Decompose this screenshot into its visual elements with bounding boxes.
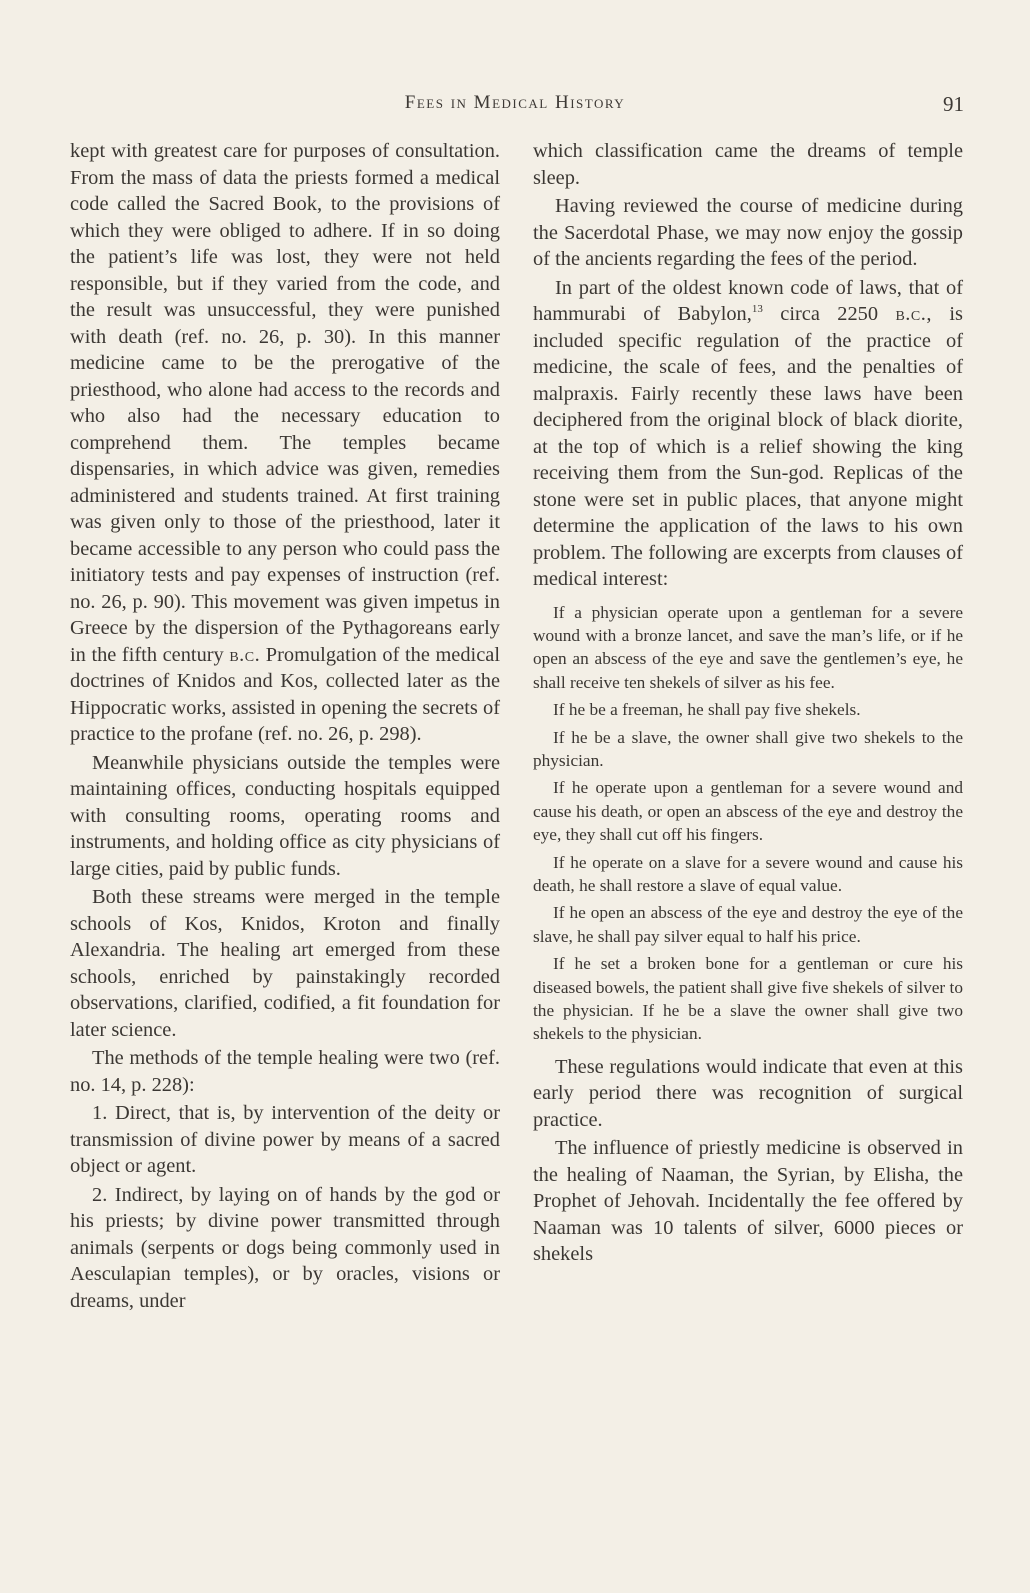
excerpt-clause: If he be a slave, the owner shall give two shekels to the physician.: [533, 727, 963, 770]
excerpt-clause: If he operate upon a gentleman for a severe wound and cause his death, or open an abscess of the eye and destroy the eye, they shall cut off his fingers.: [533, 778, 963, 845]
left-paragraph-2: Meanwhile physicians outside the temples were maintaining offices, conducting hospitals equipped with consulting rooms, operating rooms and instruments, and holding office as city physicians of large cities, paid by public funds.: [70, 751, 500, 880]
right-paragraph-5: The influence of priestly medicine is observed in the healing of Naaman, the Syrian, by Elisha, the Prophet of Jehovah. Incidentally the fee offered by Naaman was 10 talents of silver, 6000 pieces or shekels: [533, 1137, 963, 1266]
left-paragraph-6: 2. Indirect, by laying on of hands by the god or his priests; by divine power transmitted through animals (serpents or dogs being commonly used in Aesculapian temples), or by oracles, visions or dreams, under: [70, 1183, 500, 1312]
running-title: Fees in Medical History: [404, 92, 626, 113]
right-paragraph-1: which classification came the dreams of temple sleep.: [533, 140, 963, 189]
excerpt-clause: If a physician operate upon a gentleman for a severe wound with a bronze lancet, and save the man’s life, or if he open an abscess of the eye and save the gentlemen’s eye, he shall receive ten shekels of silver as his fee.: [533, 602, 963, 692]
right-paragraph-4: These regulations would indicate that even at this early period there was recognition of surgical practice.: [533, 1055, 963, 1131]
excerpt-clause: If he open an abscess of the eye and destroy the eye of the slave, he shall pay silver equal to half his price.: [533, 903, 963, 946]
right-paragraph-3: In part of the oldest known code of laws, that of hammurabi of Babylon,$^{13}$ circa 2250 b.c., is included specific regulation of the practice of medicine, the scale of fees, and the penalties of malpraxis. Fairly recently these laws have been deciphered from the original block of black diorite, at the top of which is a relief showing the king receiving them from the Sun-god. Replicas of the stone were set in public places, that anyone might determine the application of the laws to his own problem. The following are excerpts from clauses of medical interest:: [533, 276, 963, 590]
era-abbreviation: b.c.,: [895, 303, 932, 325]
left-column: [70, 138, 500, 1314]
page-number: 91: [943, 92, 964, 116]
footnote-reference: 13: [751, 303, 763, 316]
excerpt-clause: If he operate on a slave for a severe wound and cause his death, he shall restore a slave of equal value.: [533, 852, 963, 895]
right-column: [533, 138, 963, 1268]
left-paragraph-3: Both these streams were merged in the temple schools of Kos, Knidos, Kroton and finally Alexandria. The healing art emerged from these schools, enriched by painstakingly recorded observations, clarified, codified, a fit foundation for later science.: [70, 886, 500, 1041]
left-paragraph-1: kept with greatest care for purposes of consultation. From the mass of data the priests formed a medical code called the Sacred Book, to the provisions of which they were obliged to adhere. If in so doing the patient’s life was lost, they were not held responsible, but if they varied from the code, and the result was unsuccessful, they were punished with death (ref. no. 26, p. 30). In this manner medicine came to be the prerogative of the priesthood, who alone had access to the records and who also had the necessary education to comprehend them. The temples became dispensaries, in which advice was given, remedies administered and students trained. At first training was given only to those of the priesthood, later it became accessible to any person who could pass the initiatory tests and pay expenses of instruction (ref. no. 26, p. 90). This movement was given impetus in Greece by the dispersion of the Pythagoreans early in the fifth century b.c. Promulgation of the medical doctrines of Knidos and Kos, collected later as the Hippocratic works, assisted in opening the secrets of practice to the profane (ref. no. 26, p. 298).: [70, 140, 500, 745]
code-excerpt: [533, 601, 963, 1046]
excerpt-clause: If he be a freeman, he shall pay five shekels.: [553, 700, 861, 720]
era-abbreviation: b.c.: [229, 643, 261, 666]
right-paragraph-2: Having reviewed the course of medicine during the Sacerdotal Phase, we may now enjoy the gossip of the ancients regarding the fees of the period.: [533, 195, 963, 270]
excerpt-clause: If he set a broken bone for a gentleman or cure his diseased bowels, the patient shall give five shekels of silver to the physician. If he be a slave the owner shall give two shekels to the physician.: [533, 954, 963, 1044]
running-head: [0, 92, 1030, 120]
left-paragraph-4: The methods of the temple healing were two (ref. no. 14, p. 228):: [70, 1047, 500, 1096]
left-paragraph-5: 1. Direct, that is, by intervention of the deity or transmission of divine power by means of a sacred object or agent.: [70, 1102, 500, 1177]
